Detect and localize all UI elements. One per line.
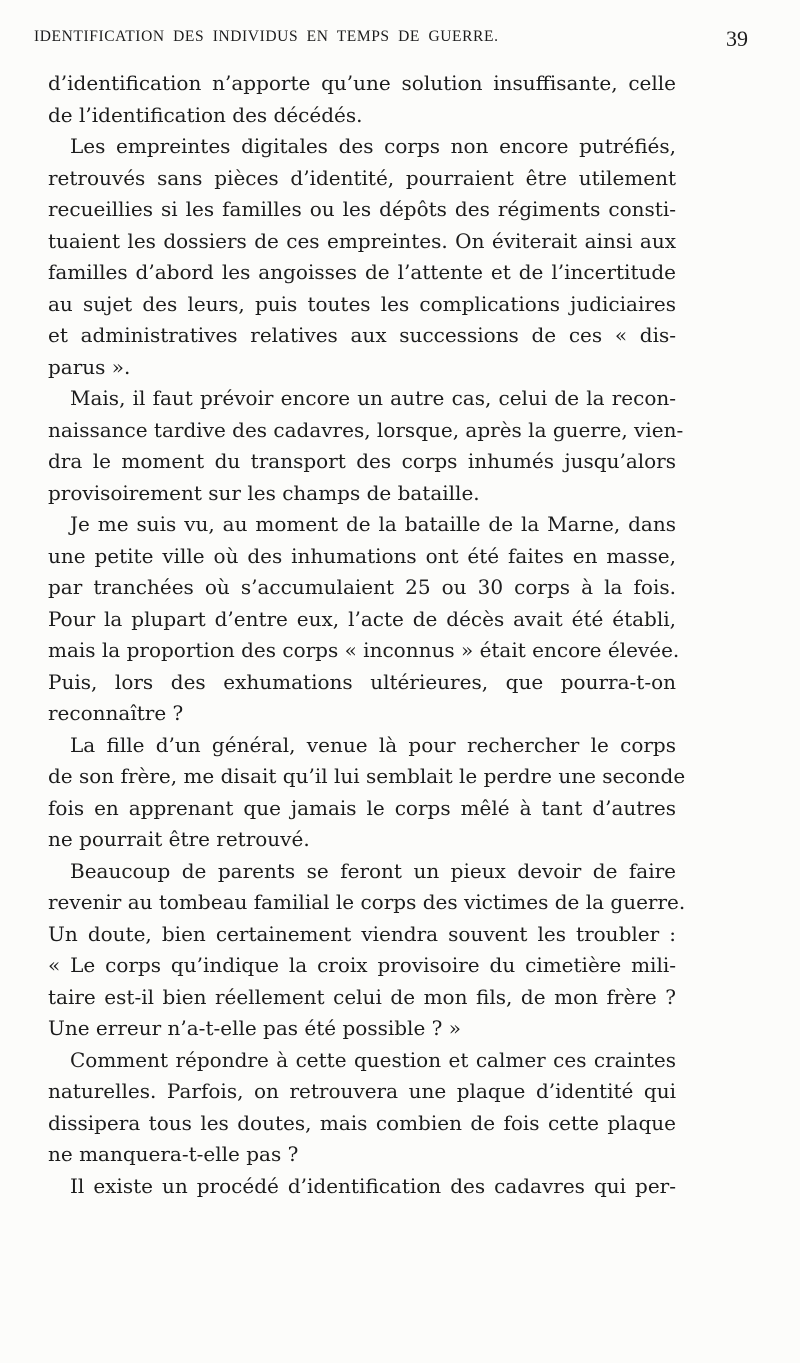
text-line: Un doute, bien certainement viendra souvent les troubler : [48,921,676,946]
text-line: par tranchées où s’accumulaient 25 ou 30 corps à la fois. [48,575,676,599]
text-line: fois en apprenant que jamais le corps mêlé à tant d’autres [48,795,676,820]
text-line: provisoirement sur les champs de bataille. [48,480,480,505]
text-line: dra le moment du transport des corps inhumés jusqu’alors [48,449,676,473]
text-line: tuaient les dossiers de ces empreintes. On éviterait ainsi aux [48,228,676,253]
text-line: Il existe un procédé d’identification des cadavres qui per- [70,1173,676,1198]
text-line: Une erreur n’a-t-elle pas été possible ? » [48,1016,461,1040]
text-line: mais la proportion des corps « inconnus » était encore élevée. [48,638,680,662]
text-line: de son frère, me disait qu’il lui semblait le perdre une seconde [48,764,686,788]
page-header [34,28,748,58]
text-line: « Le corps qu’indique la croix provisoire du cimetière mili- [48,953,676,977]
text-line: de l’identification des décédés. [48,102,363,127]
text-line: retrouvés sans pièces d’identité, pourraient être utilement [48,165,676,190]
text-line: ne pourrait être retrouvé. [48,827,310,851]
text-line: Comment répondre à cette question et calmer ces craintes [70,1047,676,1072]
text-line: ne manquera-t-elle pas ? [48,1142,299,1166]
running-head: IDENTIFICATION DES INDIVIDUS EN TEMPS DE GUERRE. [34,28,499,45]
text-line: taire est-il bien réellement celui de mon fils, de mon frère ? [48,984,676,1009]
text-line: Pour la plupart d’entre eux, l’acte de décès avait été établi, [48,606,676,631]
text-line: une petite ville où des inhumations ont été faites en masse, [48,543,676,568]
text-line: revenir au tombeau familial le corps des victimes de la guerre. [48,890,686,914]
text-line: Mais, il faut prévoir encore un autre cas, celui de la recon- [70,386,676,410]
text-line: naissance tardive des cadavres, lorsque, après la guerre, vien- [48,417,684,442]
text-line: familles d’abord les angoisses de l’attente et de l’incertitude [48,260,676,284]
page-number: 39 [726,26,748,51]
text-line: recueillies si les familles ou les dépôts des régiments consti- [48,197,676,221]
text-line: Puis, lors des exhumations ultérieures, que pourra-t-on [48,669,676,694]
text-line: d’identification n’apporte qu’une solution insuffisante, celle [48,71,676,95]
text-line: reconnaître ? [48,701,184,725]
text-line: Les empreintes digitales des corps non encore putréfiés, [70,134,676,158]
text-line: dissipera tous les doutes, mais combien de fois cette plaque [48,1110,676,1135]
text-line: et administratives relatives aux successions de ces « dis- [48,323,676,347]
text-line: Beaucoup de parents se feront un pieux devoir de faire [70,858,676,883]
text-line: Je me suis vu, au moment de la bataille de la Marne, dans [70,512,676,536]
body-text [48,68,686,1202]
text-line: parus ». [48,354,131,379]
text-line: au sujet des leurs, puis toutes les complications judiciaires [48,291,676,316]
text-line: La fille d’un général, venue là pour rechercher le corps [70,732,676,757]
text-line: naturelles. Parfois, on retrouvera une plaque d’identité qui [48,1079,676,1103]
